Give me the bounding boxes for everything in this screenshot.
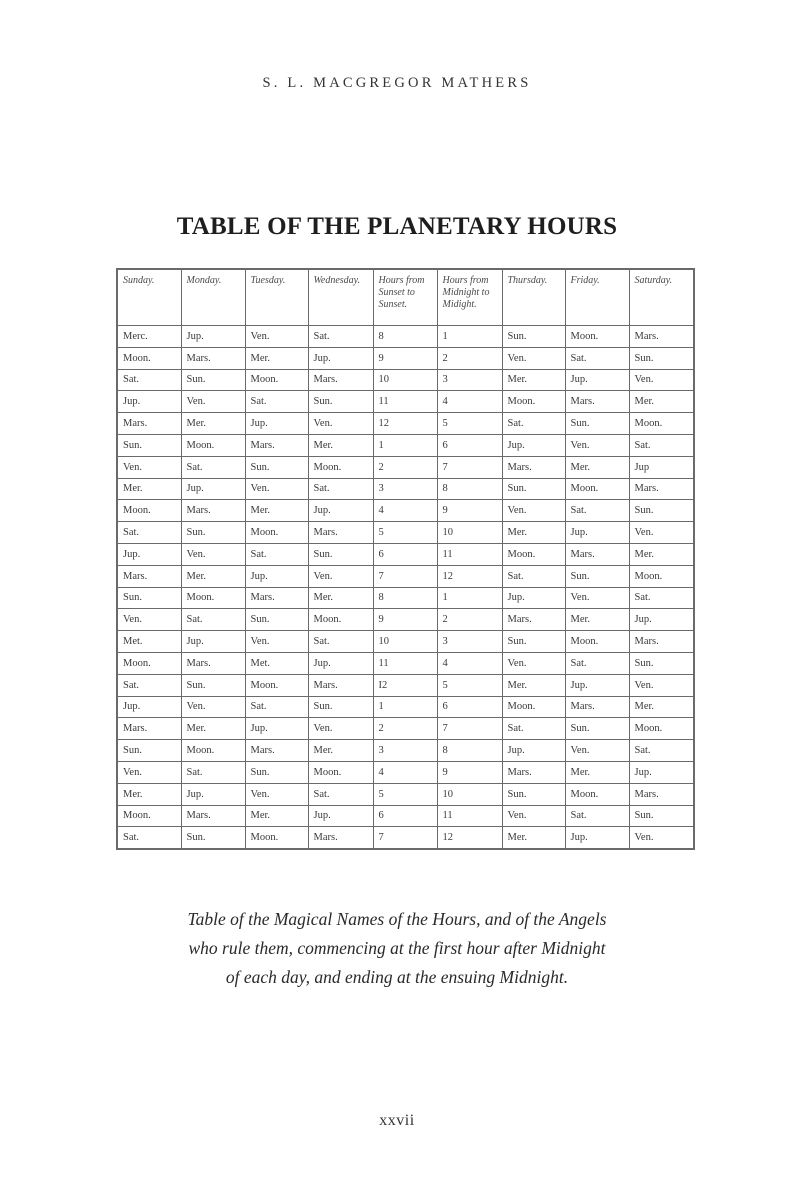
column-header: Friday. — [565, 269, 629, 326]
table-cell: Mars. — [245, 434, 308, 456]
table-cell: Jup. — [502, 740, 565, 762]
planetary-hours-table — [116, 268, 695, 850]
table-cell: Sat. — [629, 434, 694, 456]
table-cell: Sun. — [181, 827, 245, 849]
table-cell: 6 — [437, 696, 502, 718]
table-cell: Moon. — [181, 434, 245, 456]
table-body — [117, 326, 694, 850]
table-row — [117, 347, 694, 369]
table-cell: Ven. — [502, 805, 565, 827]
table-cell: Mer. — [629, 696, 694, 718]
table-cell: Mars. — [502, 609, 565, 631]
table-cell: Sun. — [565, 413, 629, 435]
table-cell: Jup. — [565, 674, 629, 696]
table-cell: Sun. — [565, 718, 629, 740]
table-row — [117, 631, 694, 653]
table-cell: Jup. — [181, 631, 245, 653]
table-cell: Sat. — [181, 609, 245, 631]
table-row — [117, 565, 694, 587]
table-cell: Sun. — [245, 609, 308, 631]
table-cell: Mer. — [502, 522, 565, 544]
table-cell: Jup. — [565, 827, 629, 849]
table-cell: Mer. — [245, 347, 308, 369]
table-cell: Ven. — [629, 522, 694, 544]
table-cell: Jup. — [117, 543, 181, 565]
table-cell: Mars. — [181, 652, 245, 674]
table-cell: Moon. — [565, 478, 629, 500]
table-caption — [100, 905, 694, 992]
table-cell: Sun. — [308, 543, 373, 565]
table-row — [117, 369, 694, 391]
table-cell: 1 — [373, 434, 437, 456]
table-cell: Ven. — [629, 369, 694, 391]
table-row — [117, 434, 694, 456]
table-cell: Moon. — [308, 761, 373, 783]
table-cell: Moon. — [565, 631, 629, 653]
table-cell: Sat. — [245, 543, 308, 565]
table-cell: 1 — [437, 326, 502, 348]
table-cell: Ven. — [565, 587, 629, 609]
table-cell: Mars. — [629, 631, 694, 653]
table-cell: Moon. — [117, 805, 181, 827]
table-cell: Sat. — [629, 587, 694, 609]
table-cell: Sat. — [117, 827, 181, 849]
table-row — [117, 522, 694, 544]
table-cell: Sat. — [308, 326, 373, 348]
table-cell: 2 — [373, 718, 437, 740]
table-cell: Ven. — [245, 783, 308, 805]
table-cell: Sun. — [181, 674, 245, 696]
table-cell: Sun. — [502, 631, 565, 653]
table-cell: Mer. — [565, 456, 629, 478]
table-cell: 3 — [437, 631, 502, 653]
table-cell: Sat. — [565, 805, 629, 827]
table-cell: Mars. — [117, 565, 181, 587]
table-cell: Ven. — [245, 631, 308, 653]
table-cell: Sun. — [245, 761, 308, 783]
table-cell: 12 — [437, 565, 502, 587]
table-cell: Moon. — [502, 543, 565, 565]
table-row — [117, 740, 694, 762]
table-cell: Mer. — [181, 413, 245, 435]
table-cell: Mars. — [308, 522, 373, 544]
table-cell: Sat. — [117, 369, 181, 391]
table-cell: Sat. — [245, 696, 308, 718]
table-cell: Mars. — [565, 391, 629, 413]
table-cell: Jup. — [308, 500, 373, 522]
table-cell: 11 — [373, 652, 437, 674]
table-cell: Jup. — [502, 587, 565, 609]
table-cell: 5 — [437, 413, 502, 435]
table-cell: Sat. — [308, 631, 373, 653]
table-cell: 9 — [373, 347, 437, 369]
table-cell: 5 — [437, 674, 502, 696]
table-cell: 4 — [437, 652, 502, 674]
table-cell: Moon. — [117, 652, 181, 674]
table-cell: Mars. — [308, 827, 373, 849]
table-cell: Ven. — [181, 391, 245, 413]
table-cell: Ven. — [181, 543, 245, 565]
table-cell: 7 — [437, 456, 502, 478]
table-cell: Mars. — [117, 413, 181, 435]
table-cell: Moon. — [245, 674, 308, 696]
table-cell: 11 — [373, 391, 437, 413]
table-cell: Mars. — [181, 805, 245, 827]
table-row — [117, 652, 694, 674]
table-cell: Mars. — [629, 478, 694, 500]
table-cell: Mars. — [245, 740, 308, 762]
table-row — [117, 413, 694, 435]
table-cell: 3 — [373, 740, 437, 762]
table-cell: Mer. — [629, 543, 694, 565]
table-cell: Ven. — [502, 347, 565, 369]
table-cell: Sat. — [502, 413, 565, 435]
table-cell: Mars. — [629, 326, 694, 348]
table-cell: 10 — [437, 783, 502, 805]
table-cell: Moon. — [245, 827, 308, 849]
table-cell: Sun. — [502, 478, 565, 500]
table-row — [117, 827, 694, 849]
table-cell: Sun. — [629, 652, 694, 674]
table-cell: Sun. — [308, 391, 373, 413]
table-cell: Sun. — [181, 369, 245, 391]
table-cell: 4 — [437, 391, 502, 413]
table-cell: Merc. — [117, 326, 181, 348]
table-cell: 10 — [373, 631, 437, 653]
table-cell: Sun. — [308, 696, 373, 718]
table-cell: Sat. — [565, 347, 629, 369]
table-cell: Moon. — [565, 326, 629, 348]
column-header: Monday. — [181, 269, 245, 326]
table-cell: Mer. — [245, 500, 308, 522]
table-cell: 7 — [373, 827, 437, 849]
table-row — [117, 456, 694, 478]
table-cell: Sat. — [117, 674, 181, 696]
table-cell: Mars. — [245, 587, 308, 609]
table-cell: 1 — [373, 696, 437, 718]
table-cell: Mer. — [502, 674, 565, 696]
table-cell: Moon. — [117, 347, 181, 369]
table-cell: Ven. — [502, 652, 565, 674]
table-cell: Sat. — [245, 391, 308, 413]
caption-line: who rule them, commencing at the first hour after Midnight — [188, 938, 606, 958]
table-cell: Ven. — [117, 609, 181, 631]
table-cell: 8 — [437, 478, 502, 500]
table-cell: Jup. — [181, 783, 245, 805]
table-cell: Mars. — [565, 543, 629, 565]
table-cell: Mer. — [308, 587, 373, 609]
table-cell: Jup. — [308, 652, 373, 674]
table-row — [117, 805, 694, 827]
table-cell: Met. — [117, 631, 181, 653]
table-cell: Jup. — [502, 434, 565, 456]
caption-line: of each day, and ending at the ensuing Midnight. — [225, 967, 569, 987]
table-cell: I2 — [373, 674, 437, 696]
table-cell: 9 — [437, 500, 502, 522]
table-cell: Sat. — [181, 456, 245, 478]
table-cell: 6 — [373, 543, 437, 565]
table-cell: Moon. — [502, 391, 565, 413]
table-cell: Moon. — [308, 456, 373, 478]
table-cell: Sat. — [181, 761, 245, 783]
table-cell: Jup. — [117, 391, 181, 413]
table-cell: Sat. — [629, 740, 694, 762]
table-cell: Moon. — [629, 413, 694, 435]
table-cell: Jup. — [629, 761, 694, 783]
table-cell: Mars. — [308, 369, 373, 391]
table-cell: Ven. — [308, 718, 373, 740]
page-title: TABLE OF THE PLANETARY HOURS — [176, 213, 618, 240]
table-row — [117, 391, 694, 413]
table-cell: Moon. — [181, 740, 245, 762]
column-header: Sunday. — [117, 269, 181, 326]
table-cell: Jup. — [181, 478, 245, 500]
table-cell: Jup. — [245, 413, 308, 435]
table-row — [117, 326, 694, 348]
table-cell: 11 — [437, 805, 502, 827]
table-cell: 8 — [437, 740, 502, 762]
table-cell: Jup. — [245, 718, 308, 740]
table-cell: 7 — [373, 565, 437, 587]
table-cell: 2 — [437, 609, 502, 631]
table-row — [117, 718, 694, 740]
table-cell: Jup — [629, 456, 694, 478]
table-cell: Mars. — [502, 456, 565, 478]
table-cell: Ven. — [629, 827, 694, 849]
table-cell: 8 — [373, 587, 437, 609]
table-cell: Ven. — [565, 740, 629, 762]
table-cell: Jup. — [308, 805, 373, 827]
table-cell: Sun. — [629, 347, 694, 369]
column-header: Hours from Midnight to Midight. — [437, 269, 502, 326]
table-cell: Mer. — [308, 434, 373, 456]
table-cell: 6 — [373, 805, 437, 827]
table-cell: Jup. — [181, 326, 245, 348]
table-cell: 5 — [373, 783, 437, 805]
table-cell: 3 — [437, 369, 502, 391]
column-header: Wednesday. — [308, 269, 373, 326]
table-cell: Sun. — [565, 565, 629, 587]
table-cell: Mars. — [181, 347, 245, 369]
table-cell: Sat. — [117, 522, 181, 544]
table-cell: Moon. — [117, 500, 181, 522]
page-number: xxvii — [379, 1112, 415, 1129]
table-cell: Moon. — [308, 609, 373, 631]
table-cell: 2 — [437, 347, 502, 369]
table-cell: Mars. — [181, 500, 245, 522]
table-cell: 11 — [437, 543, 502, 565]
table-cell: Mars. — [308, 674, 373, 696]
table-cell: Mars. — [629, 783, 694, 805]
table-cell: Mer. — [181, 718, 245, 740]
table-cell: Moon. — [629, 565, 694, 587]
table-cell: 10 — [437, 522, 502, 544]
table-cell: Sun. — [117, 740, 181, 762]
table-cell: 3 — [373, 478, 437, 500]
table-cell: Mer. — [181, 565, 245, 587]
table-cell: Sun. — [629, 500, 694, 522]
table-cell: Met. — [245, 652, 308, 674]
table-cell: 10 — [373, 369, 437, 391]
table-cell: Mer. — [565, 761, 629, 783]
table-cell: 4 — [373, 761, 437, 783]
column-header: Thursday. — [502, 269, 565, 326]
table-cell: Ven. — [308, 565, 373, 587]
column-header: Hours from Sunset to Sunset. — [373, 269, 437, 326]
table-cell: Ven. — [117, 456, 181, 478]
column-header: Tuesday. — [245, 269, 308, 326]
table-cell: Sat. — [502, 565, 565, 587]
table-cell: Moon. — [629, 718, 694, 740]
table-cell: Ven. — [629, 674, 694, 696]
table-cell: 8 — [373, 326, 437, 348]
table-cell: Ven. — [117, 761, 181, 783]
table-cell: Jup. — [565, 369, 629, 391]
table-cell: Sun. — [117, 434, 181, 456]
table-row — [117, 761, 694, 783]
table-cell: Jup. — [308, 347, 373, 369]
table-cell: Mer. — [502, 827, 565, 849]
caption-line: Table of the Magical Names of the Hours, and of the Angels — [187, 909, 607, 929]
table-row — [117, 543, 694, 565]
table-cell: Mer. — [565, 609, 629, 631]
table-cell: Moon. — [181, 587, 245, 609]
table-header-row — [117, 269, 694, 326]
table-cell: Ven. — [502, 500, 565, 522]
table-cell: Mars. — [117, 718, 181, 740]
table-cell: Sun. — [629, 805, 694, 827]
table-row — [117, 478, 694, 500]
table-cell: 4 — [373, 500, 437, 522]
table-cell: Ven. — [565, 434, 629, 456]
table-cell: Sat. — [502, 718, 565, 740]
table-cell: Ven. — [245, 478, 308, 500]
table-cell: Ven. — [181, 696, 245, 718]
table-cell: 1 — [437, 587, 502, 609]
table-cell: Sat. — [308, 478, 373, 500]
table-row — [117, 696, 694, 718]
table-cell: Moon. — [245, 522, 308, 544]
table-cell: 12 — [437, 827, 502, 849]
table-cell: 5 — [373, 522, 437, 544]
table-cell: Moon. — [565, 783, 629, 805]
table-cell: Ven. — [308, 413, 373, 435]
table-cell: Mars. — [502, 761, 565, 783]
table-cell: Mer. — [117, 478, 181, 500]
column-header: Saturday. — [629, 269, 694, 326]
table-cell: 9 — [437, 761, 502, 783]
table-cell: Sat. — [565, 652, 629, 674]
table-row — [117, 587, 694, 609]
table-cell: Sun. — [502, 326, 565, 348]
planetary-hours-table-container — [116, 268, 693, 850]
table-cell: Mer. — [245, 805, 308, 827]
table-cell: Moon. — [502, 696, 565, 718]
table-cell: Jup. — [565, 522, 629, 544]
table-cell: Ven. — [245, 326, 308, 348]
table-cell: 12 — [373, 413, 437, 435]
table-cell: Sun. — [502, 783, 565, 805]
table-cell: 7 — [437, 718, 502, 740]
table-cell: Sun. — [245, 456, 308, 478]
table-cell: Mars. — [565, 696, 629, 718]
table-row — [117, 500, 694, 522]
table-cell: Sat. — [308, 783, 373, 805]
running-head: S. L. MACGREGOR MATHERS — [262, 75, 532, 91]
table-row — [117, 609, 694, 631]
table-row — [117, 674, 694, 696]
table-cell: Sun. — [181, 522, 245, 544]
table-cell: Mer. — [502, 369, 565, 391]
table-cell: Moon. — [245, 369, 308, 391]
table-cell: 9 — [373, 609, 437, 631]
table-cell: 2 — [373, 456, 437, 478]
table-cell: Jup. — [245, 565, 308, 587]
table-cell: Mer. — [117, 783, 181, 805]
table-cell: Mer. — [629, 391, 694, 413]
table-cell: Sat. — [565, 500, 629, 522]
table-cell: 6 — [437, 434, 502, 456]
table-cell: Sun. — [117, 587, 181, 609]
table-row — [117, 783, 694, 805]
table-cell: Mer. — [308, 740, 373, 762]
table-cell: Jup. — [629, 609, 694, 631]
table-cell: Jup. — [117, 696, 181, 718]
